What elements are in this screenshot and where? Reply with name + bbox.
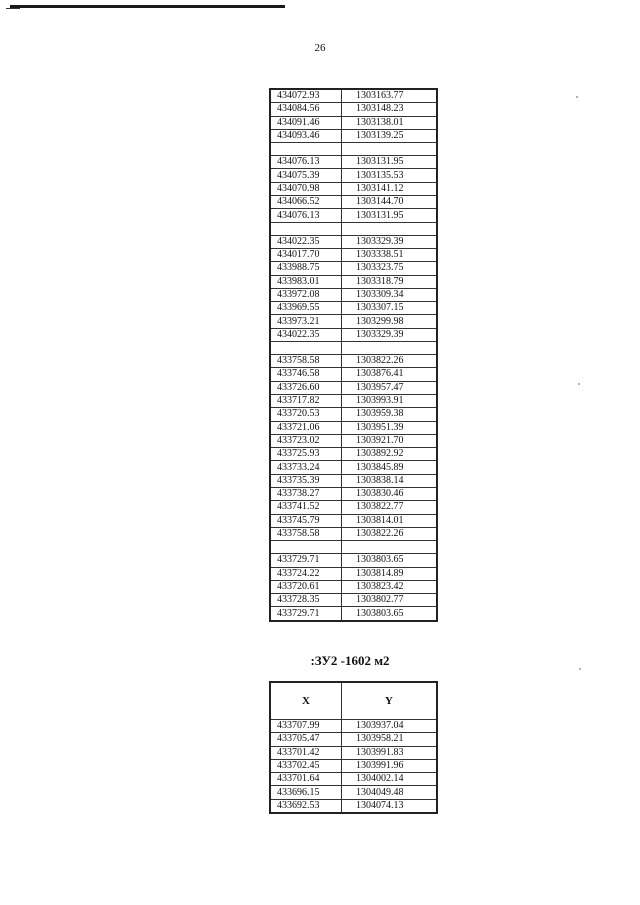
x-coordinate-cell: 434091.46 [270, 116, 342, 129]
y-coordinate-cell: 1303803.65 [342, 554, 438, 567]
scan-top-rule [10, 5, 285, 8]
y-coordinate-cell: 1303876.41 [342, 368, 438, 381]
table-row [270, 514, 437, 527]
x-coordinate-cell: 433973.21 [270, 315, 342, 328]
y-coordinate-cell: 1303139.25 [342, 129, 438, 142]
scan-speck [578, 383, 580, 385]
y-coordinate-cell: 1303329.39 [342, 328, 438, 341]
y-coordinate-cell: 1303937.04 [342, 720, 438, 733]
empty-cell [270, 143, 342, 156]
table-row [270, 156, 437, 169]
table-row [270, 315, 437, 328]
y-coordinate-cell: 1303148.23 [342, 103, 438, 116]
y-coordinate-cell: 1303822.26 [342, 527, 438, 540]
x-coordinate-cell: 433983.01 [270, 275, 342, 288]
table-row [270, 434, 437, 447]
table-row [270, 368, 437, 381]
x-coordinate-cell: 433988.75 [270, 262, 342, 275]
table-row [270, 733, 437, 746]
y-coordinate-cell: 1303338.51 [342, 248, 438, 261]
y-coordinate-cell: 1303845.89 [342, 461, 438, 474]
y-coordinate-cell: 1303131.95 [342, 156, 438, 169]
table-row [270, 746, 437, 759]
x-coordinate-cell: 433745.79 [270, 514, 342, 527]
table-row [270, 394, 437, 407]
x-coordinate-cell: 433733.24 [270, 461, 342, 474]
x-coordinate-cell: 434093.46 [270, 129, 342, 142]
table-row [270, 408, 437, 421]
x-coordinate-cell: 434022.35 [270, 328, 342, 341]
x-coordinate-cell: 433741.52 [270, 501, 342, 514]
x-coordinate-cell: 433692.53 [270, 799, 342, 813]
x-coordinate-cell: 433724.22 [270, 567, 342, 580]
x-coordinate-cell: 433721.06 [270, 421, 342, 434]
y-coordinate-cell: 1303323.75 [342, 262, 438, 275]
page-number: 26 [314, 42, 326, 54]
table-row [270, 182, 437, 195]
y-coordinate-cell: 1303814.01 [342, 514, 438, 527]
x-coordinate-cell: 433969.55 [270, 302, 342, 315]
y-coordinate-cell: 1303299.98 [342, 315, 438, 328]
y-coordinate-cell: 1303141.12 [342, 182, 438, 195]
table-row [270, 262, 437, 275]
table-header-row [270, 682, 437, 720]
empty-cell [342, 541, 438, 554]
table-row [270, 786, 437, 799]
y-coordinate-cell: 1304049.48 [342, 786, 438, 799]
y-coordinate-cell: 1303329.39 [342, 235, 438, 248]
x-coordinate-cell: 433701.64 [270, 773, 342, 786]
x-coordinate-cell: 433746.58 [270, 368, 342, 381]
y-coordinate-cell: 1303830.46 [342, 488, 438, 501]
x-coordinate-cell: 433717.82 [270, 394, 342, 407]
y-coordinate-cell: 1304074.13 [342, 799, 438, 813]
y-coordinate-cell: 1303138.01 [342, 116, 438, 129]
table-row [270, 328, 437, 341]
table-row [270, 302, 437, 315]
x-coordinate-cell: 433728.35 [270, 594, 342, 607]
y-coordinate-cell: 1303318.79 [342, 275, 438, 288]
x-coordinate-cell: 433726.60 [270, 381, 342, 394]
x-coordinate-cell: 434070.98 [270, 182, 342, 195]
table-row [270, 554, 437, 567]
table-row [270, 381, 437, 394]
y-coordinate-cell: 1303838.14 [342, 474, 438, 487]
y-coordinate-cell: 1303144.70 [342, 196, 438, 209]
x-coordinate-cell: 433707.99 [270, 720, 342, 733]
x-coordinate-cell: 433972.08 [270, 288, 342, 301]
table-row [270, 103, 437, 116]
coordinates-table-zu2 [269, 681, 438, 814]
y-coordinate-cell: 1303921.70 [342, 434, 438, 447]
table-separator-row [270, 541, 437, 554]
table-row [270, 196, 437, 209]
y-coordinate-cell: 1303991.83 [342, 746, 438, 759]
scan-top-mark [6, 8, 20, 9]
x-coordinate-cell: 434076.13 [270, 209, 342, 222]
x-coordinate-cell: 433758.58 [270, 527, 342, 540]
table-separator-row [270, 342, 437, 355]
x-coordinate-cell: 434022.35 [270, 235, 342, 248]
column-header-y: Y [342, 682, 438, 720]
x-coordinate-cell: 434084.56 [270, 103, 342, 116]
y-coordinate-cell: 1303823.42 [342, 580, 438, 593]
y-coordinate-cell: 1303951.39 [342, 421, 438, 434]
table-row [270, 488, 437, 501]
table-separator-row [270, 222, 437, 235]
y-coordinate-cell: 1303822.26 [342, 355, 438, 368]
table-row [270, 288, 437, 301]
table-row [270, 169, 437, 182]
y-coordinate-cell: 1303802.77 [342, 594, 438, 607]
table-row [270, 461, 437, 474]
table-row [270, 759, 437, 772]
y-coordinate-cell: 1303803.65 [342, 607, 438, 621]
x-coordinate-cell: 434017.70 [270, 248, 342, 261]
column-header-x: X [270, 682, 342, 720]
y-coordinate-cell: 1303822.77 [342, 501, 438, 514]
table-row [270, 527, 437, 540]
table-row [270, 799, 437, 813]
empty-cell [270, 342, 342, 355]
x-coordinate-cell: 433696.15 [270, 786, 342, 799]
y-coordinate-cell: 1303991.96 [342, 759, 438, 772]
table-row [270, 248, 437, 261]
table-row [270, 607, 437, 621]
x-coordinate-cell: 433729.71 [270, 554, 342, 567]
x-coordinate-cell: 433705.47 [270, 733, 342, 746]
table-row [270, 209, 437, 222]
table-row [270, 501, 437, 514]
y-coordinate-cell: 1303993.91 [342, 394, 438, 407]
table-row [270, 355, 437, 368]
y-coordinate-cell: 1304002.14 [342, 773, 438, 786]
table-row [270, 235, 437, 248]
y-coordinate-cell: 1303958.21 [342, 733, 438, 746]
table-row [270, 89, 437, 103]
table-row [270, 448, 437, 461]
x-coordinate-cell: 433735.39 [270, 474, 342, 487]
empty-cell [270, 222, 342, 235]
y-coordinate-cell: 1303135.53 [342, 169, 438, 182]
x-coordinate-cell: 433723.02 [270, 434, 342, 447]
y-coordinate-cell: 1303307.15 [342, 302, 438, 315]
y-coordinate-cell: 1303957.47 [342, 381, 438, 394]
table-row [270, 567, 437, 580]
scan-speck [576, 96, 578, 98]
x-coordinate-cell: 433725.93 [270, 448, 342, 461]
empty-cell [342, 342, 438, 355]
x-coordinate-cell: 433720.61 [270, 580, 342, 593]
table-row [270, 116, 437, 129]
table-row [270, 275, 437, 288]
y-coordinate-cell: 1303814.89 [342, 567, 438, 580]
table-row [270, 594, 437, 607]
x-coordinate-cell: 433702.45 [270, 759, 342, 772]
y-coordinate-cell: 1303959.38 [342, 408, 438, 421]
section-title: :ЗУ2 -1602 м2 [310, 653, 390, 668]
x-coordinate-cell: 433720.53 [270, 408, 342, 421]
x-coordinate-cell: 433758.58 [270, 355, 342, 368]
coordinates-table-continued [269, 88, 438, 622]
x-coordinate-cell: 434066.52 [270, 196, 342, 209]
x-coordinate-cell: 434076.13 [270, 156, 342, 169]
x-coordinate-cell: 433701.42 [270, 746, 342, 759]
empty-cell [270, 541, 342, 554]
scan-speck [579, 668, 581, 670]
empty-cell [342, 222, 438, 235]
x-coordinate-cell: 434075.39 [270, 169, 342, 182]
y-coordinate-cell: 1303163.77 [342, 89, 438, 103]
table-row [270, 421, 437, 434]
y-coordinate-cell: 1303892.92 [342, 448, 438, 461]
table-row [270, 773, 437, 786]
table-row [270, 129, 437, 142]
x-coordinate-cell: 433729.71 [270, 607, 342, 621]
table-row [270, 720, 437, 733]
x-coordinate-cell: 433738.27 [270, 488, 342, 501]
table-row [270, 580, 437, 593]
y-coordinate-cell: 1303131.95 [342, 209, 438, 222]
table-row [270, 474, 437, 487]
x-coordinate-cell: 434072.93 [270, 89, 342, 103]
table-separator-row [270, 143, 437, 156]
empty-cell [342, 143, 438, 156]
y-coordinate-cell: 1303309.34 [342, 288, 438, 301]
